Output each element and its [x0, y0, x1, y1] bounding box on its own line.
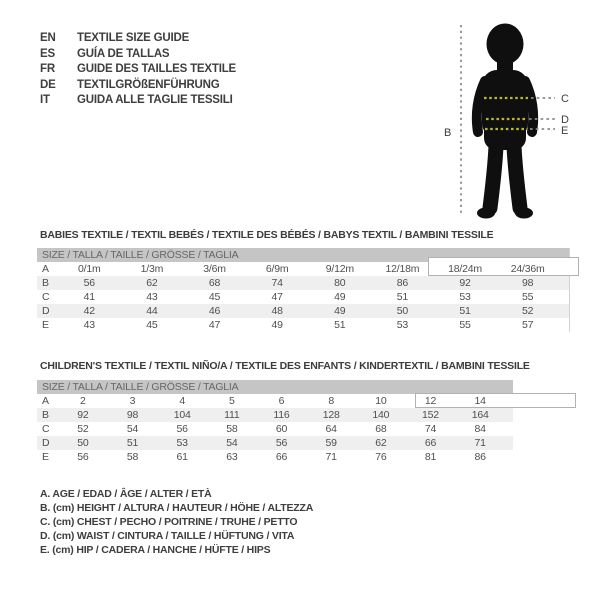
size-value: 63 [226, 451, 238, 463]
size-value: 52 [77, 423, 89, 435]
size-value: 116 [273, 409, 290, 421]
legend-line: B. (cm) HEIGHT / ALTURA / HAUTEUR / HÖHE / ALTEZZA [40, 502, 314, 514]
size-value: 8 [328, 395, 334, 407]
row-label: B [42, 409, 50, 421]
size-row-C [37, 290, 569, 304]
language-code: IT [40, 94, 50, 106]
size-value: 46 [208, 305, 221, 317]
size-value: 92 [459, 277, 471, 289]
size-value: 68 [208, 277, 221, 289]
size-value: 55 [522, 291, 534, 303]
size-value: 12/18m [385, 263, 420, 275]
size-value: 1/3m [140, 263, 164, 275]
language-name: GUÍA DE TALLAS [77, 47, 170, 60]
row-label: B [42, 277, 50, 289]
size-value: 58 [226, 423, 238, 435]
size-value: 41 [83, 291, 95, 303]
size-value: 5 [229, 395, 235, 407]
size-row-B [37, 276, 569, 290]
size-value: 45 [208, 291, 221, 303]
language-row [40, 62, 236, 78]
row-label: E [42, 319, 50, 331]
size-value: 6 [278, 395, 285, 407]
size-value: 53 [459, 291, 471, 303]
size-value: 76 [375, 451, 387, 463]
height-label: B [444, 127, 452, 139]
size-value: 9/12m [325, 263, 354, 275]
measurement-legend [40, 487, 313, 557]
row-label: A [42, 395, 50, 407]
size-value: 51 [334, 319, 346, 331]
legend-line: D. (cm) WAIST / CINTURA / TAILLE / HÜFTUNG / VITA [40, 530, 295, 542]
size-value: 53 [176, 437, 188, 449]
row-label: D [42, 305, 50, 317]
row-label: C [42, 291, 50, 303]
language-name: TEXTILGRÖßENFÜHRUNG [77, 78, 220, 91]
size-value: 43 [146, 291, 158, 303]
size-value: 84 [474, 423, 486, 435]
size-value: 71 [474, 437, 486, 449]
waist-label: D [561, 114, 569, 126]
language-name: TEXTILE SIZE GUIDE [77, 32, 190, 44]
size-value: 4 [179, 395, 185, 407]
size-value: 56 [77, 451, 89, 463]
size-value: 57 [522, 319, 534, 331]
size-value: 45 [146, 319, 158, 331]
size-value: 81 [424, 451, 437, 463]
size-header-label: SIZE / TALLA / TAILLE / GRÖSSE / TAGLIA [42, 381, 239, 393]
size-row-D [37, 436, 513, 450]
child-silhouette [477, 24, 533, 219]
size-value: 98 [522, 277, 534, 289]
row-label: D [42, 437, 50, 449]
size-value: 58 [126, 451, 139, 463]
size-value: 140 [372, 409, 390, 421]
size-row-A [37, 394, 513, 408]
language-row [40, 31, 236, 47]
language-list [40, 31, 236, 109]
row-label: C [42, 423, 50, 435]
size-value: 54 [126, 423, 139, 435]
size-value: 0/1m [78, 263, 101, 275]
size-value: 51 [396, 291, 409, 303]
size-value: 51 [126, 437, 139, 449]
size-value: 47 [208, 319, 221, 331]
size-value: 74 [271, 277, 283, 289]
hip-label: E [561, 125, 569, 137]
row-label: A [42, 263, 50, 275]
size-value: 50 [77, 437, 89, 449]
size-value: 53 [396, 319, 409, 331]
size-value: 6/9m [265, 263, 289, 275]
language-code: FR [40, 63, 55, 75]
size-value: 61 [176, 451, 188, 463]
legend-line: A. AGE / EDAD / ÂGE / ALTER / ETÀ [40, 488, 212, 500]
size-value: 49 [334, 305, 346, 317]
size-value: 62 [375, 437, 387, 449]
size-value: 47 [271, 291, 283, 303]
size-row-E [37, 318, 569, 332]
size-header-label: SIZE / TALLA / TAILLE / GRÖSSE / TAGLIA [42, 249, 239, 261]
size-row-C [37, 422, 513, 436]
size-value: 74 [424, 423, 437, 435]
size-value: 104 [173, 409, 191, 421]
size-value: 51 [459, 305, 471, 317]
size-value: 18/24m [448, 263, 482, 275]
size-value: 64 [325, 423, 337, 435]
size-value: 52 [522, 305, 534, 317]
size-value: 152 [422, 409, 439, 421]
size-value: 50 [396, 305, 409, 317]
language-name: GUIDE DES TAILLES TEXTILE [77, 63, 236, 75]
size-value: 62 [146, 277, 158, 289]
size-value: 164 [471, 409, 489, 421]
size-value: 14 [474, 395, 486, 407]
size-value: 44 [146, 305, 158, 317]
size-value: 10 [375, 395, 387, 407]
size-value: 48 [271, 305, 283, 317]
size-value: 12 [424, 395, 437, 407]
size-row-E [37, 450, 513, 464]
size-value: 111 [224, 409, 240, 421]
size-value: 56 [83, 277, 95, 289]
size-value: 86 [474, 451, 486, 463]
size-value: 2 [80, 395, 86, 407]
size-value: 43 [83, 319, 95, 331]
row-label: E [42, 451, 50, 463]
size-value: 49 [334, 291, 346, 303]
chest-label: C [561, 93, 569, 105]
size-value: 3 [129, 395, 136, 407]
children-section-title: CHILDREN'S TEXTILE / TEXTIL NIÑO/A / TEXTILE DES ENFANTS / KINDERTEXTIL / BAMBINI TESSILE [40, 360, 530, 372]
size-value: 59 [325, 437, 337, 449]
size-value: 98 [126, 409, 139, 421]
legend-line: E. (cm) HIP / CADERA / HANCHE / HÜFTE / HIPS [40, 544, 271, 556]
language-code: ES [40, 47, 55, 60]
size-value: 42 [83, 305, 95, 317]
language-name: GUIDA ALLE TAGLIE TESSILI [77, 94, 233, 106]
child-figure [428, 8, 600, 233]
size-value: 24/36m [510, 263, 545, 275]
size-row-D [37, 304, 569, 318]
language-code: DE [40, 78, 56, 91]
size-header-band [37, 380, 513, 394]
size-value: 71 [325, 451, 337, 463]
legend-line: C. (cm) CHEST / PECHO / POITRINE / TRUHE / PETTO [40, 516, 298, 528]
language-row [40, 93, 236, 109]
language-code: EN [40, 32, 56, 44]
size-value: 80 [334, 277, 346, 289]
size-value: 56 [275, 437, 288, 449]
size-value: 66 [424, 437, 437, 449]
babies-section-title: BABIES TEXTILE / TEXTIL BEBÉS / TEXTILE DES BÉBÉS / BABYS TEXTIL / BAMBINI TESSILE [40, 229, 494, 241]
size-value: 55 [459, 319, 471, 331]
size-value: 56 [176, 423, 188, 435]
size-value: 66 [275, 451, 288, 463]
size-row-B [37, 408, 513, 422]
language-row [40, 78, 236, 94]
size-value: 128 [322, 409, 340, 421]
size-row-A [37, 262, 569, 276]
size-value: 3/6m [203, 263, 226, 275]
size-value: 60 [275, 423, 288, 435]
size-value: 92 [77, 409, 89, 421]
size-value: 54 [226, 437, 238, 449]
size-value: 86 [396, 277, 409, 289]
language-row [40, 47, 236, 63]
size-value: 68 [375, 423, 387, 435]
size-value: 49 [271, 319, 283, 331]
